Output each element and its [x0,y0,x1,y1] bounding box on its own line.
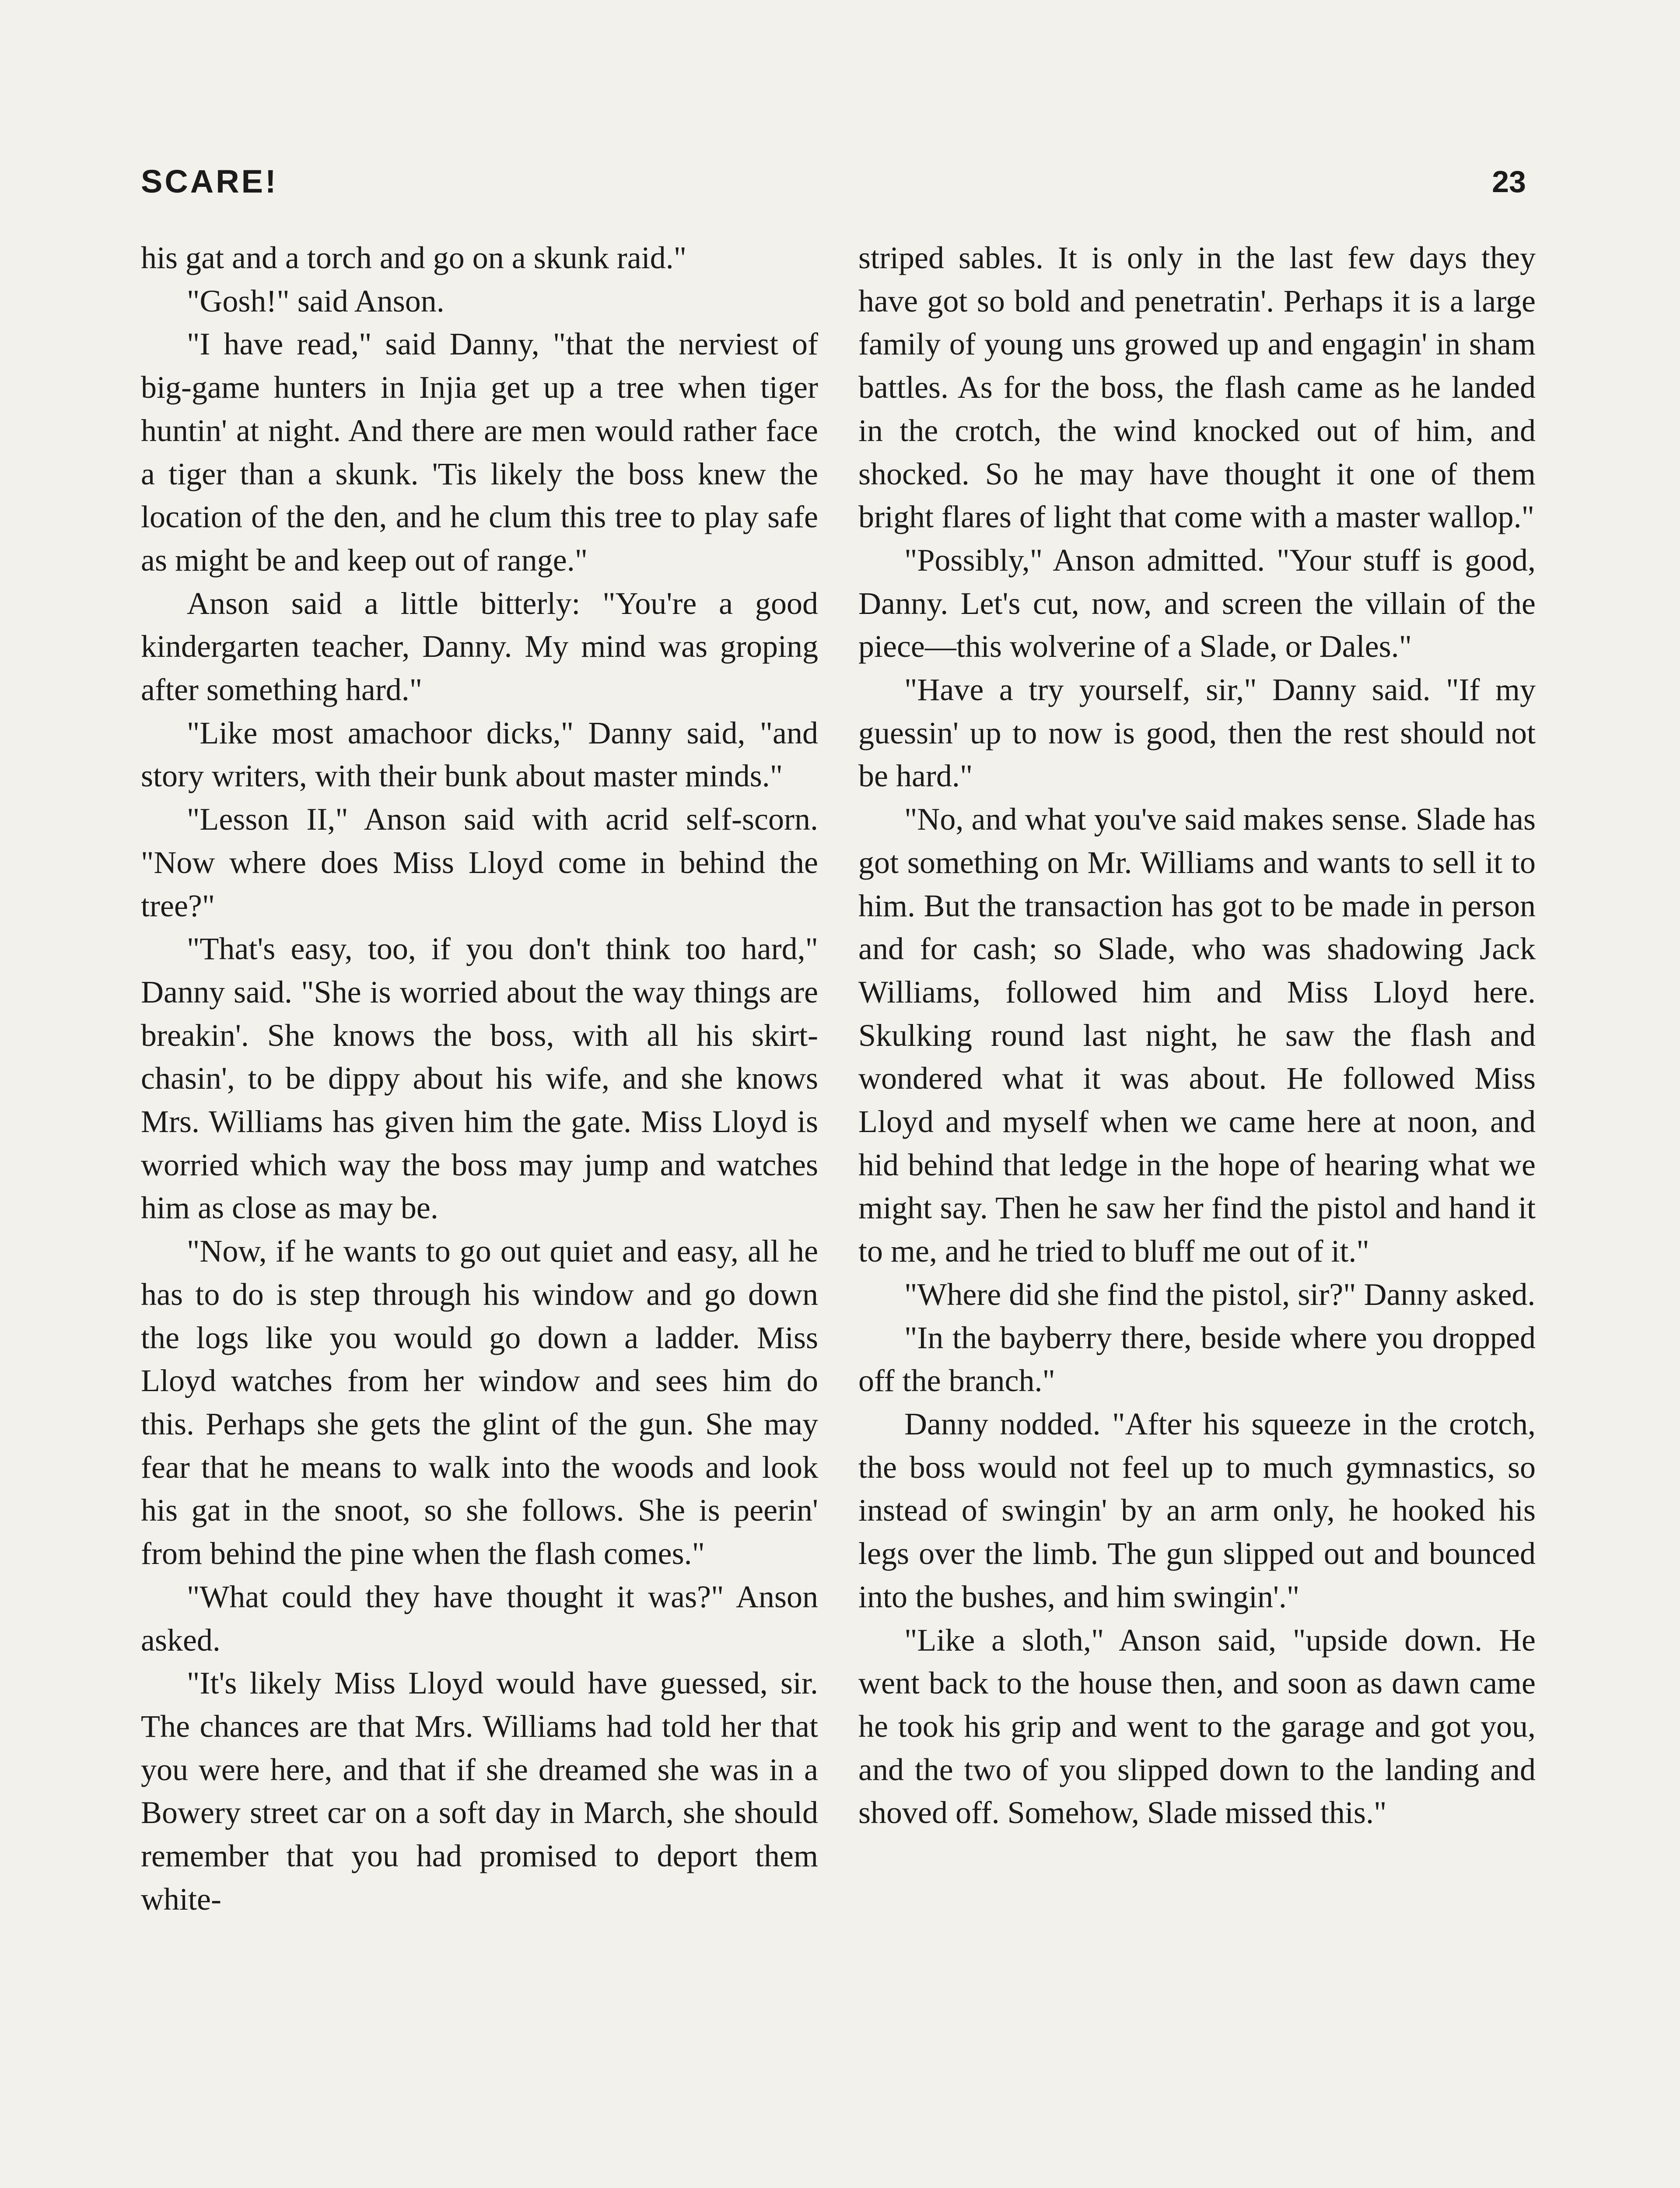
paragraph: Anson said a little bitterly: "You're a good kindergarten teacher, Danny. My mind was groping after something hard." [141,586,818,708]
paragraph: "In the bayberry there, beside where you dropped off the branch." [858,1320,1536,1399]
paragraph: "It's likely Miss Lloyd would have guessed, sir. The chances are that Mrs. Williams had told her that you were here, and that if she dreamed she was in a Bowery street car on a soft day in March, she should remember that you had promised to deport them white- [141,1666,818,1917]
paragraph: striped sables. It is only in the last few days they have got so bold and penetratin'. Perhaps it is a large family of young uns growed up and engagin' in sham battles. As for the boss, the flash came as he landed in the crotch, the wind knocked out of him, and shocked. So he may have thought it one of them bright flares of light that come with a master wallop." [858,240,1536,535]
paragraph: "Like a sloth," Anson said, "upside down. He went back to the house then, and soon as dawn came he took his grip and went to the garage and got you, and the two of you slipped down to the landing and shoved off. Somehow, Slade missed this." [858,1622,1536,1830]
paragraph: his gat and a torch and go on a skunk raid." [141,240,687,275]
paragraph: "Like most amachoor dicks," Danny said, "and story writers, with their bunk about master minds." [141,715,818,794]
paragraph: "Gosh!" said Anson. [187,283,444,319]
paragraph: "Now, if he wants to go out quiet and easy, all he has to do is step through his window and go down the logs like you would go down a ladder. Miss Lloyd watches from her window and sees him do this. Perhaps she gets the glint of the gun. She may fear that he means to walk into the woods and look his gat in the snoot, so she follows. She is peerin' from behind the pine when the flash comes." [141,1234,818,1571]
paragraph: "Lesson II," Anson said with acrid self-scorn. "Now where does Miss Lloyd come in behind the tree?" [141,802,818,923]
paragraph: "That's easy, too, if you don't think too hard," Danny said. "She is worried about the way things are breakin'. She knows the boss, with all his skirt-chasin', to be dippy about his wife, and she knows Mrs. Williams has given him the gate. Miss Lloyd is worried which way the boss may jump and watches him as close as may be. [141,931,818,1226]
page-number: 23 [1492,165,1526,199]
paragraph: "I have read," said Danny, "that the nerviest of big-game hunters in Injia get up a tree when tiger huntin' at night. And there are men would rather face a tiger than a skunk. 'Tis likely the boss knew the location of the den, and he clum this tree to play safe as might be and keep out of range." [141,326,818,578]
paragraph: "Possibly," Anson admitted. "Your stuff is good, Danny. Let's cut, now, and screen the villain of the piece—this wolverine of a Slade, or Dales." [858,542,1536,664]
paragraph: "What could they have thought it was?" Anson asked. [141,1579,818,1658]
paragraph: "No, and what you've said makes sense. Slade has got something on Mr. Williams and wants to sell it to him. But the transaction has got to be made in person and for cash; so Slade, who was shadowing Jack Williams, followed him and Miss Lloyd here. Skulking round last night, he saw the flash and wondered what it was about. He followed Miss Lloyd and myself when we came here at noon, and hid behind that ledge in the hope of hearing what we might say. Then he saw her find the pistol and hand it to me, and he tried to bluff me out of it." [858,802,1536,1269]
paragraph: "Where did she find the pistol, sir?" Danny asked. [904,1276,1536,1312]
left-text-column [141,236,818,1921]
right-text-column [858,236,1536,1834]
running-head: SCARE! [141,163,278,200]
paragraph: Danny nodded. "After his squeeze in the crotch, the boss would not feel up to much gymnastics, so instead of swingin' by an arm only, he hooked his legs over the limb. The gun slipped out and bounced into the bushes, and him swingin'." [858,1406,1536,1614]
paragraph: "Have a try yourself, sir," Danny said. "If my guessin' up to now is good, then the rest should not be hard." [858,672,1536,794]
page-header [141,155,1526,208]
